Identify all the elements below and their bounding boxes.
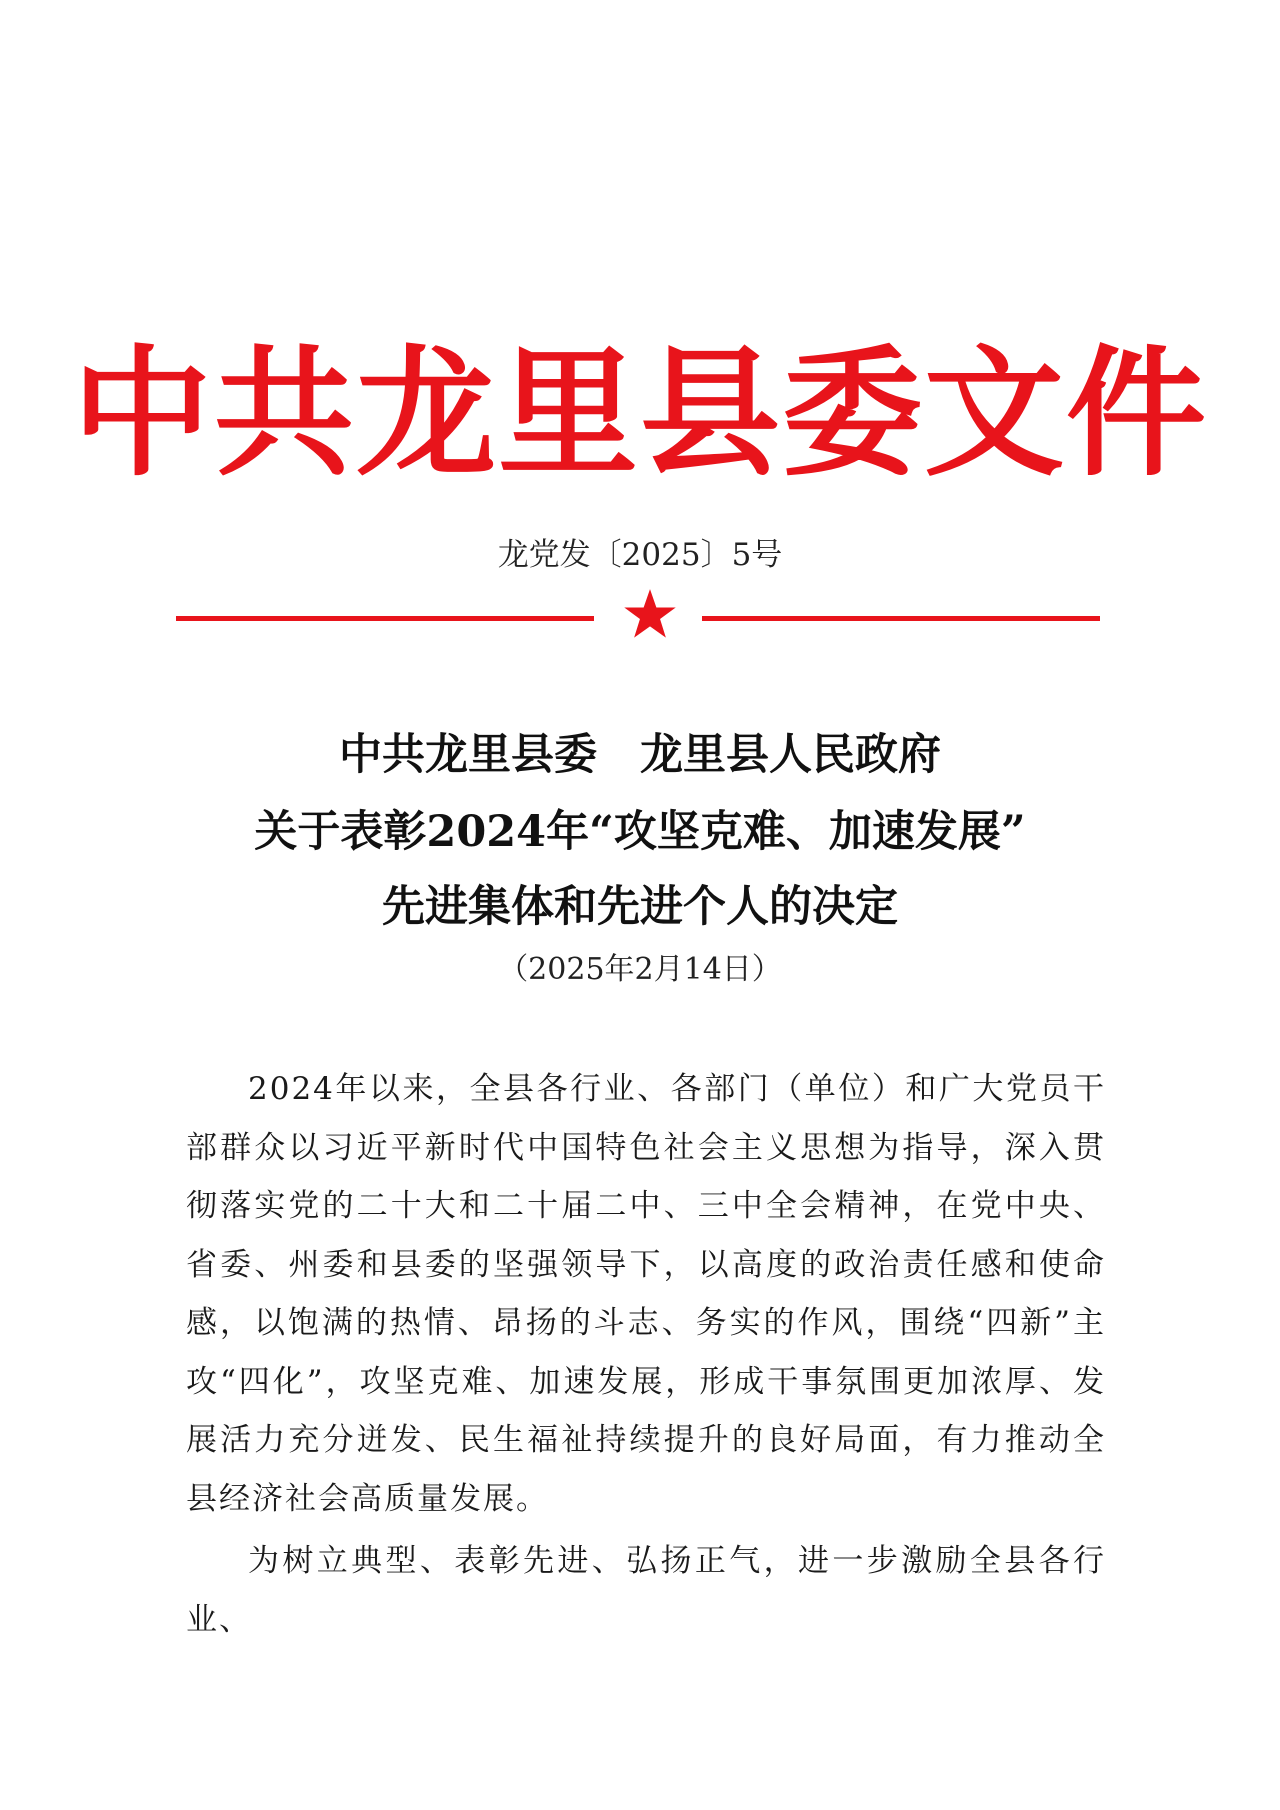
document-number: 龙党发〔2025〕5号 xyxy=(497,537,783,573)
paragraph-text: 为树立典型、表彰先进、弘扬正气，进一步激励全县各行业、 xyxy=(186,1543,1106,1638)
title-subject: 关于表彰2024年“攻坚克难、加速发展” xyxy=(254,807,1026,857)
paragraph-text: 2024年以来，全县各行业、各部门（单位）和广大党员干部群众以习近平新时代中国特色社会主义思想为指导，深入贯彻落实党的二十大和二十届二中、三中全会精神，在党中央、省委、州委和县委的坚强领导下，以高度的政治责任感和使命感，以饱满的热情、昂扬的斗志、务实的作风，围绕“四新”主攻“四化”，攻坚克难、加速发展，形成干事氛围更加浓厚、发展活力充分迸发、民生福祉持续提升的良好局面，有力推动全县经济社会高质量发展。 xyxy=(186,1071,1106,1517)
title-object: 先进集体和先进个人的决定 xyxy=(382,882,898,932)
body-paragraph-2 xyxy=(186,1532,1106,1649)
red-separator-line-right xyxy=(702,616,1100,621)
star-icon xyxy=(623,588,677,642)
title-issuers: 中共龙里县委 龙里县人民政府 xyxy=(339,730,941,780)
document-date: （2025年2月14日） xyxy=(498,952,782,987)
document-masthead: 中共龙里县委文件 xyxy=(71,333,1208,496)
body-paragraph-1 xyxy=(186,1060,1106,1528)
red-separator-line-left xyxy=(176,616,594,621)
